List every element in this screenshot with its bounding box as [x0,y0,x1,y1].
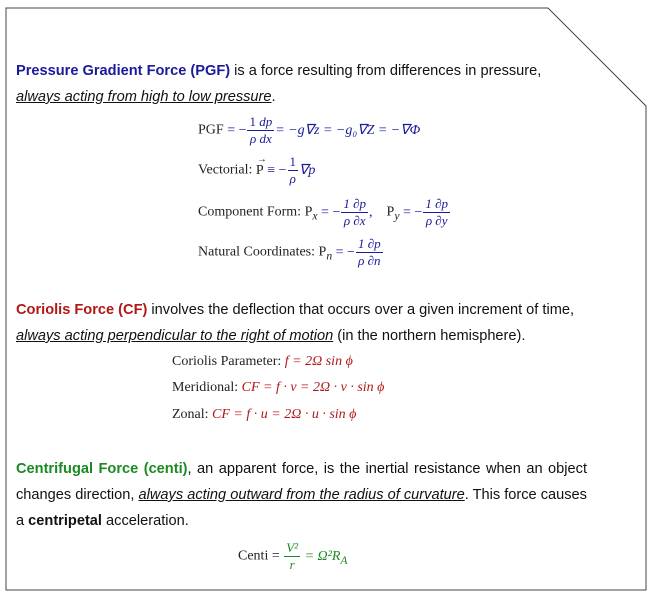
pgf-title: Pressure Gradient Force (PGF) [16,63,231,79]
pgf-equation: PGF = − $\frac{1 dp}{\text{ρ dx}}$ = −g∇z = −g₀∇Z = −∇Φ [198,114,421,146]
centri-emphasis: always acting outward from the radius of curvature [138,487,465,503]
cf-title: Coriolis Force (CF) [16,302,148,318]
centri-equation: Centi = $\frac{\text{V²}}{r}$ = $\Omega^2R_A$ [238,540,348,572]
pgf-vectorial-equation: Vectorial: → P ≡ − $\frac{1}{\rho}$ ∇p [198,153,316,186]
pgf-paragraph: Pressure Gradient Force (PGF) is a force resulting from differences in pressure, always acting from high to low pressure. [16,63,542,105]
cf-emphasis: always acting perpendicular to the right of motion [16,328,334,344]
pgf-emphasis: always acting from high to low pressure [16,89,272,105]
pgf-natural-equation: Natural Coordinates: $P_n$ = − $\frac{1 \partial p}{\rho \partial n}$ [198,236,381,268]
pgf-text: is a force resulting from differences in pressure, [230,63,542,79]
centripetal-word: centripetal [28,513,102,529]
pgf-component-equation: Component Form: $P_x$ = − $\frac{1 \partial p}{\rho \partial x}$ , $P_y$ = − $\frac{1 \partial p}{\rho \partial y}$ [198,196,448,228]
zonal-equation: Zonal: CF = f · u = 2Ω · u · sin ϕ [172,407,357,422]
cf-paragraph: Coriolis Force (CF) involves the deflection that occurs over a given increment of time, always acting perpendicular to the right of motion (in the northern hemisphere). [16,302,575,344]
centri-title: Centrifugal Force (centi) [16,461,188,477]
meridional-equation: Meridional: CF = f · v = 2Ω · v · sin ϕ [172,380,385,395]
coriolis-parameter-equation: Coriolis Parameter: f = 2Ω sin ϕ [172,354,353,369]
centri-paragraph: Centrifugal Force (centi), an apparent force, is the inertial resistance when an object changes direction, always acting outward from the radius of curvature. This force causes a centripetal acceleration. [16,461,588,529]
